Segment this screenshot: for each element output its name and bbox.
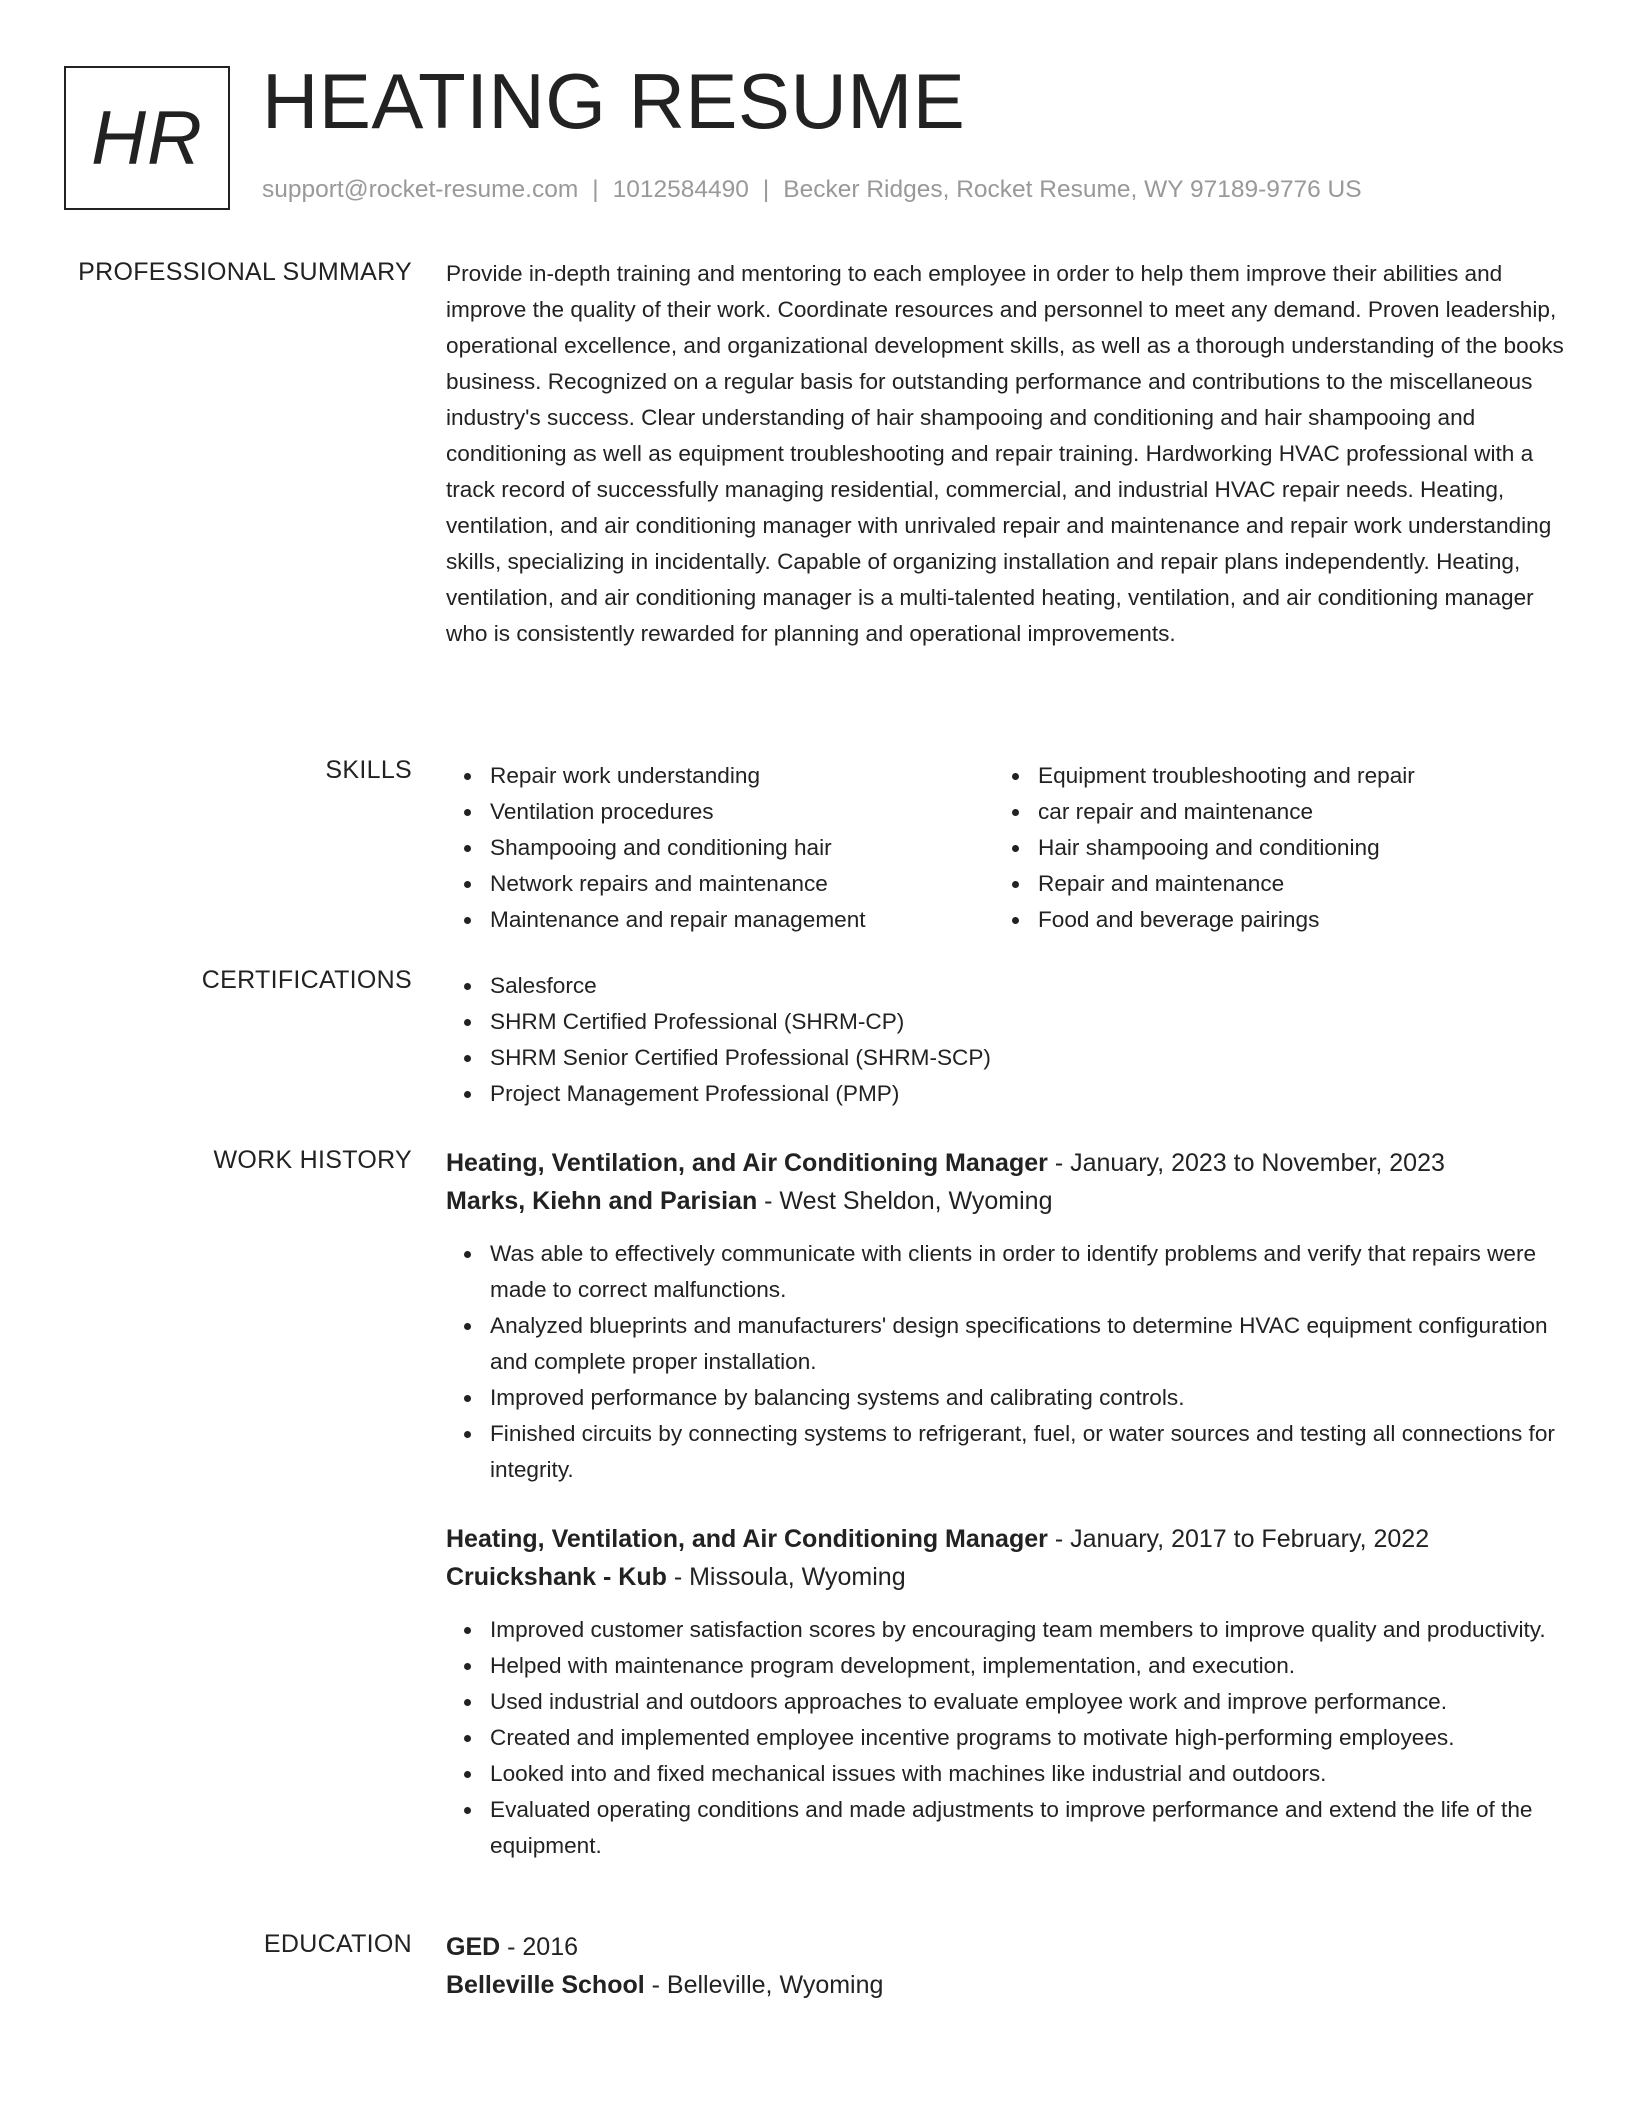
job-company: Marks, Kiehn and Parisian <box>446 1187 758 1215</box>
job-bullet: Evaluated operating conditions and made adjustments to improve performance and extend the life of the equipment. <box>446 1792 1566 1864</box>
skills-grid <box>446 758 1566 938</box>
job-entry <box>446 1144 1566 1488</box>
job-title: Heating, Ventilation, and Air Conditioning Manager <box>446 1525 1048 1553</box>
job-dates: - January, 2023 to November, 2023 <box>1047 1149 1445 1177</box>
job-bullets <box>446 1236 1566 1488</box>
job-bullet: Was able to effectively communicate with clients in order to identify problems and verify that repairs were made to correct malfunctions. <box>446 1236 1566 1308</box>
monogram-text: HR <box>91 95 203 181</box>
page-title: HEATING RESUME <box>262 57 966 145</box>
contact-email: support@rocket-resume.com <box>262 176 579 203</box>
certification-item: SHRM Certified Professional (SHRM-CP) <box>446 1004 1566 1040</box>
education-degree: GED <box>446 1933 501 1961</box>
resume-header <box>0 0 1632 240</box>
section-label-education: EDUCATION <box>263 1930 412 1958</box>
job-bullets <box>446 1612 1566 1864</box>
education-school-line <box>446 1966 1566 2004</box>
contact-separator: | <box>762 176 770 203</box>
job-title-line <box>446 1144 1566 1182</box>
summary-text: Provide in-depth training and mentoring to each employee in order to help them improve their abilities and improve the quality of their work. Coordinate resources and personnel to meet any demand. Proven leadership, operational excellence, and organizational development skills, as well as a thorough understanding of the books business. Recognized on a regular basis for outstanding performance and contributions to the miscellaneous industry's success. Clear understanding of hair shampooing and conditioning and hair shampooing and conditioning as well as equipment troubleshooting and repair training. Hardworking HVAC professional with a track record of successfully managing residential, commercial, and industrial HVAC repair needs. Heating, ventilation, and air conditioning manager with unrivaled repair and maintenance and repair work understanding skills, specializing in incidentally. Capable of organizing installation and repair plans independently. Heating, ventilation, and air conditioning manager is a multi-talented heating, ventilation, and air conditioning manager who is consistently rewarded for planning and operational improvements. <box>446 261 1564 646</box>
job-bullet: Improved customer satisfaction scores by encouraging team members to improve quality and productivity. <box>446 1612 1566 1648</box>
education-content <box>446 1928 1566 2020</box>
monogram-box <box>64 66 230 210</box>
skill-item: Food and beverage pairings <box>994 902 1542 938</box>
education-year: - 2016 <box>500 1933 579 1961</box>
job-entry <box>446 1520 1566 1864</box>
certification-item: Project Management Professional (PMP) <box>446 1076 1566 1112</box>
job-company-line <box>446 1182 1566 1220</box>
skill-item: Shampooing and conditioning hair <box>446 830 994 866</box>
certification-item: SHRM Senior Certified Professional (SHRM-SCP) <box>446 1040 1566 1076</box>
skill-item: Ventilation procedures <box>446 794 994 830</box>
job-title: Heating, Ventilation, and Air Conditioning Manager <box>446 1149 1048 1177</box>
section-label-certifications: CERTIFICATIONS <box>201 966 412 994</box>
certification-item: Salesforce <box>446 968 1566 1004</box>
skill-item: Repair work understanding <box>446 758 994 794</box>
contact-separator: | <box>592 176 599 203</box>
job-bullet: Improved performance by balancing systems and calibrating controls. <box>446 1380 1566 1416</box>
job-dates: - January, 2017 to February, 2022 <box>1047 1525 1430 1553</box>
skill-item: Network repairs and maintenance <box>446 866 994 902</box>
skill-item: Hair shampooing and conditioning <box>994 830 1542 866</box>
education-degree-line <box>446 1928 1566 1966</box>
job-company: Cruickshank - Kub <box>446 1563 667 1591</box>
section-label-summary: PROFESSIONAL SUMMARY <box>78 258 412 286</box>
job-bullet: Analyzed blueprints and manufacturers' design specifications to determine HVAC equipment configuration and complete proper installation. <box>446 1308 1566 1380</box>
skill-item: Equipment troubleshooting and repair <box>994 758 1542 794</box>
section-label-skills: SKILLS <box>325 756 412 784</box>
job-company-line <box>446 1558 1566 1596</box>
certifications-list <box>446 968 1566 1112</box>
skills-list-right <box>994 758 1542 938</box>
education-location: - Belleville, Wyoming <box>644 1971 884 1999</box>
job-bullet: Helped with maintenance program development, implementation, and execution. <box>446 1648 1566 1684</box>
job-bullet: Finished circuits by connecting systems to refrigerant, fuel, or water sources and testing all connections for integrity. <box>446 1416 1566 1488</box>
skill-item: Repair and maintenance <box>994 866 1542 902</box>
contact-line <box>262 176 1362 204</box>
skill-item: Maintenance and repair management <box>446 902 994 938</box>
job-bullet: Created and implemented employee incentive programs to motivate high-performing employees. <box>446 1720 1566 1756</box>
job-title-line <box>446 1520 1566 1558</box>
contact-address: Becker Ridges, Rocket Resume, WY 97189-9776 US <box>783 176 1362 203</box>
section-label-work-history: WORK HISTORY <box>213 1146 412 1174</box>
job-location: - Missoula, Wyoming <box>666 1563 906 1591</box>
education-school: Belleville School <box>446 1971 645 1999</box>
skill-item: car repair and maintenance <box>994 794 1542 830</box>
job-location: - West Sheldon, Wyoming <box>757 1187 1053 1215</box>
skills-list-left <box>446 758 994 938</box>
contact-phone: 1012584490 <box>612 176 749 203</box>
job-bullet: Looked into and fixed mechanical issues with machines like industrial and outdoors. <box>446 1756 1566 1792</box>
work-history-content <box>446 1144 1566 1864</box>
job-bullet: Used industrial and outdoors approaches to evaluate employee work and improve performance. <box>446 1684 1566 1720</box>
